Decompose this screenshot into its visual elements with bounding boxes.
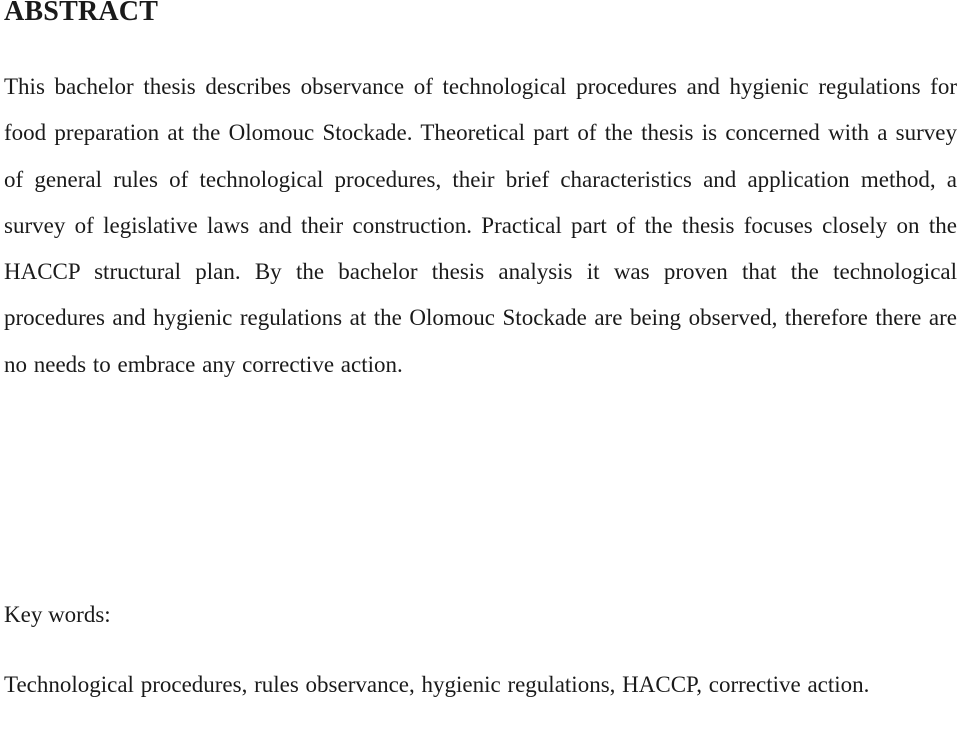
abstract-heading: ABSTRACT (4, 0, 159, 27)
keywords-text: Technological procedures, rules observance, hygienic regulations, HACCP, corrective action. (4, 672, 870, 697)
abstract-text: This bachelor thesis describes observance of technological procedures and hygienic regulations for food preparation at the Olomouc Stockade. Theoretical part of the thesis is concerned with a survey of general rules of technological procedures, their brief characteristics and application method, a survey of legislative laws and their construction. Practical part of the thesis focuses closely on the HACCP structural plan. By the bachelor thesis analysis it was proven that the technological procedures and hygienic regulations at the Olomouc Stockade are being observed, therefore there are no needs to embrace any corrective action. (4, 74, 957, 377)
keywords-label: Key words: (4, 602, 111, 627)
